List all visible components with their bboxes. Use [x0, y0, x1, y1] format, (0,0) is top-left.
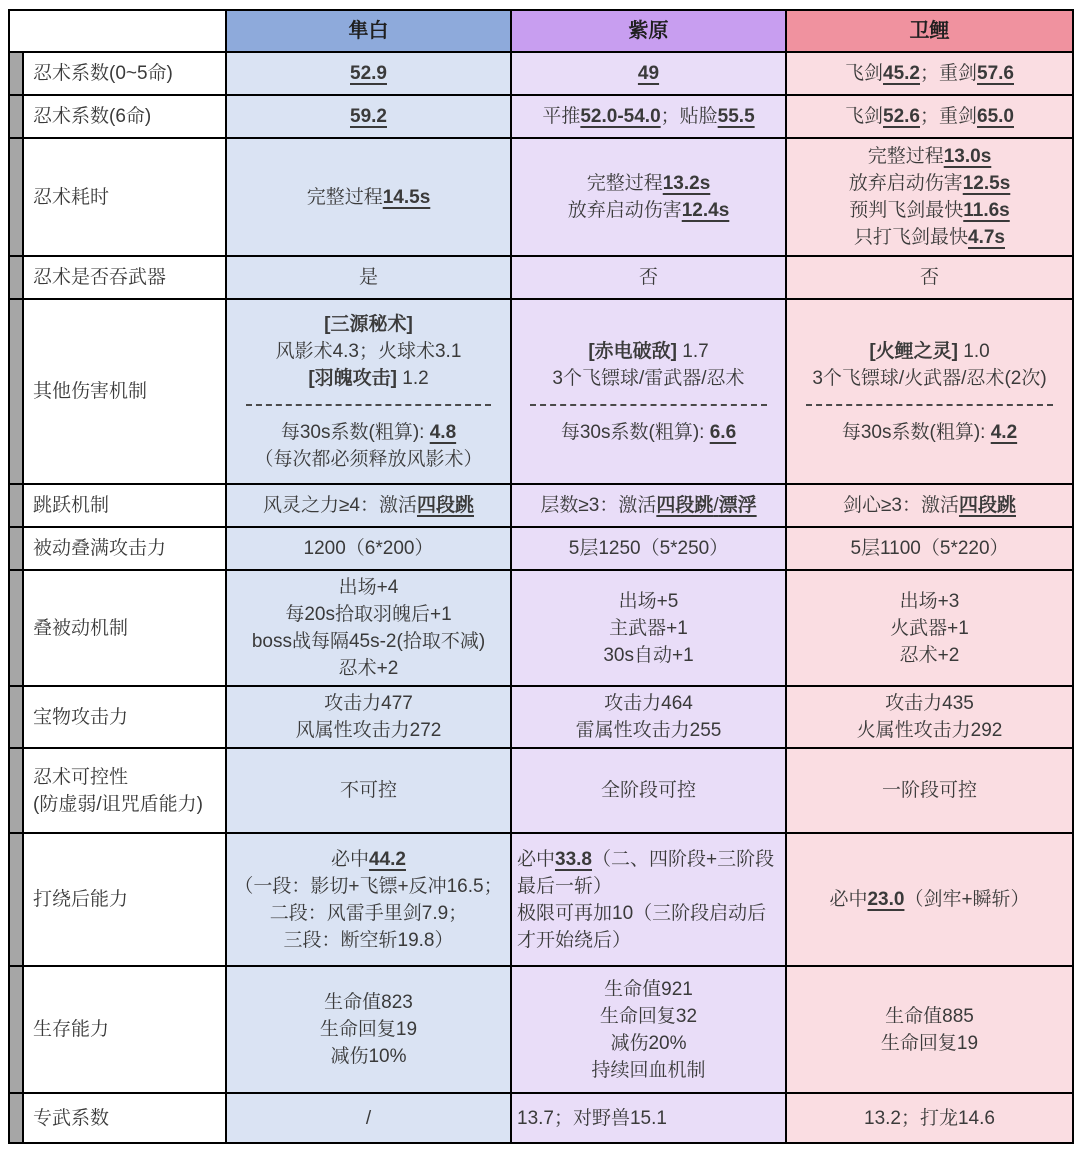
text-run: [火鲤之灵] — [869, 340, 958, 362]
row-label-line: (防虚弱/诅咒盾能力) — [33, 793, 203, 815]
cell-line — [792, 338, 1067, 365]
text-run: 每20s拾取羽魄后+1 — [285, 604, 452, 625]
text-run: [赤电破敌] — [588, 340, 677, 362]
row-label-line: 生存能力 — [33, 1019, 110, 1040]
data-cell — [226, 52, 511, 95]
cell-line — [517, 338, 780, 365]
text-run: 风属性攻击力272 — [295, 720, 442, 741]
cell-line — [232, 492, 505, 519]
text-run: 忍术+2 — [899, 644, 960, 666]
cell-line — [517, 1105, 780, 1132]
cell-line — [517, 717, 780, 744]
data-cell — [511, 299, 786, 484]
row-marker — [9, 95, 23, 138]
row-label — [23, 570, 226, 686]
cell-line — [232, 927, 505, 954]
data-cell — [226, 138, 511, 256]
text-run: 攻击力477 — [324, 693, 413, 714]
data-cell — [226, 95, 511, 138]
cell-line — [232, 535, 505, 562]
text-run: 4.8 — [429, 421, 457, 443]
text-run: 52.6 — [883, 106, 920, 127]
row-label — [23, 748, 226, 833]
cell-line — [232, 601, 505, 628]
row-marker — [9, 570, 23, 686]
text-run: 52.9 — [350, 63, 387, 84]
text-run: 不可控 — [339, 780, 397, 801]
cell-line — [232, 777, 505, 804]
text-run: （每次都必须释放风影术） — [254, 448, 483, 470]
text-run: （一段：影切+飞镖+反冲16.5； — [234, 875, 503, 897]
table-row — [9, 833, 1073, 966]
text-run: 1.2 — [396, 367, 429, 389]
text-run: 四段跳 — [958, 495, 1016, 516]
cell-line — [232, 873, 505, 900]
cell-line — [232, 989, 505, 1016]
row-label-line: 忍术耗时 — [33, 186, 110, 208]
row-label-line: 叠被动机制 — [33, 617, 129, 639]
row-label-line: 打绕后能力 — [33, 889, 129, 910]
text-run: 持续回血机制 — [591, 1059, 706, 1081]
cell-line — [792, 588, 1067, 615]
row-label — [23, 966, 226, 1093]
text-run: 三段：断空斩19.8） — [283, 929, 454, 951]
row-marker — [9, 833, 23, 966]
cell-line — [792, 60, 1067, 87]
table-row — [9, 52, 1073, 95]
text-run: 四段跳 — [656, 495, 714, 516]
cell-line — [517, 642, 780, 669]
cell-line — [517, 492, 780, 519]
cell-line — [517, 1030, 780, 1057]
data-cell — [786, 256, 1073, 299]
data-cell — [511, 686, 786, 748]
text-run: / — [365, 1107, 372, 1129]
row-label-line: 被动叠满攻击力 — [33, 538, 167, 559]
text-run: 减伤20% — [610, 1032, 687, 1054]
cell-line — [517, 615, 780, 642]
text-run: 30s自动+1 — [603, 644, 694, 666]
cell-line — [517, 264, 780, 291]
cell-line — [232, 900, 505, 927]
data-cell — [786, 1093, 1073, 1143]
table-body — [9, 52, 1073, 1143]
text-run: 每30s系数(粗算): — [560, 421, 710, 443]
cell-line — [517, 197, 780, 224]
text-run: 雷属性攻击力255 — [575, 720, 722, 741]
cell-line — [232, 655, 505, 682]
cell-line — [792, 264, 1067, 291]
text-run: 3个飞镖球/雷武器/忍术 — [552, 367, 745, 389]
cell-line — [232, 690, 505, 717]
text-run: 风影术4.3；火球术3.1 — [275, 340, 462, 362]
cell-line — [517, 846, 780, 900]
text-run: ；贴脸 — [660, 106, 718, 127]
data-cell — [786, 138, 1073, 256]
text-run: 4.7s — [968, 227, 1005, 248]
text-run: 12.4s — [681, 200, 730, 221]
cell-line — [232, 338, 505, 365]
cell-line — [232, 846, 505, 873]
text-run: 只打飞剑最快 — [854, 227, 969, 248]
text-run: （剑牢+瞬斩） — [904, 889, 1030, 910]
cell-line — [232, 717, 505, 744]
data-cell — [786, 484, 1073, 527]
text-run: 完整过程 — [867, 146, 944, 167]
row-label-line: 忍术系数(6命) — [33, 106, 152, 127]
cell-line — [792, 1105, 1067, 1132]
text-run: 攻击力435 — [885, 693, 974, 714]
text-run: 漂浮 — [718, 495, 757, 516]
data-cell — [226, 966, 511, 1093]
data-cell — [786, 686, 1073, 748]
text-run: 65.0 — [977, 106, 1014, 127]
table-row — [9, 299, 1073, 484]
text-run: 49 — [637, 63, 660, 84]
cell-line — [792, 690, 1067, 717]
text-run: ；重剑 — [920, 63, 978, 84]
row-marker — [9, 299, 23, 484]
cell-line — [517, 900, 780, 954]
row-marker — [9, 1093, 23, 1143]
cell-line — [517, 535, 780, 562]
cell-line — [792, 642, 1067, 669]
data-cell — [786, 748, 1073, 833]
text-run: 52.0-54.0 — [580, 106, 661, 127]
text-run: 生命值823 — [324, 992, 413, 1013]
row-marker — [9, 748, 23, 833]
table-row — [9, 748, 1073, 833]
cell-line — [792, 615, 1067, 642]
data-cell — [786, 570, 1073, 686]
divider-rule — [246, 404, 492, 406]
row-label — [23, 95, 226, 138]
text-run: 二段：风雷手里剑7.9； — [269, 902, 468, 924]
text-run: 23.0 — [867, 889, 905, 910]
cell-line — [517, 1003, 780, 1030]
row-label-line: 专武系数 — [33, 1107, 110, 1129]
cell-line — [232, 1043, 505, 1070]
row-label-line: 忍术是否吞武器 — [33, 267, 167, 288]
cell-line — [517, 103, 780, 130]
cell-line — [232, 103, 505, 130]
data-cell — [226, 256, 511, 299]
text-run: 一阶段可控 — [881, 780, 977, 801]
cell-line — [517, 419, 780, 446]
text-run: 6.6 — [709, 421, 737, 443]
table-row — [9, 484, 1073, 527]
divider-line — [792, 392, 1067, 419]
text-run: 全阶段可控 — [600, 780, 696, 801]
data-cell — [226, 1093, 511, 1143]
text-run: 飞剑 — [845, 63, 884, 84]
cell-line — [792, 492, 1067, 519]
cell-line — [232, 446, 505, 473]
text-run: 45.2 — [883, 63, 920, 84]
row-marker — [9, 484, 23, 527]
text-run: 必中 — [331, 848, 370, 870]
data-cell — [511, 570, 786, 686]
text-run: 11.6s — [963, 200, 1010, 221]
text-run: 14.5s — [382, 186, 431, 208]
text-run: 生命回复32 — [599, 1005, 698, 1027]
row-marker — [9, 138, 23, 256]
data-cell — [511, 484, 786, 527]
table-row — [9, 95, 1073, 138]
row-label-line: 跳跃机制 — [33, 495, 110, 516]
cell-line — [792, 224, 1067, 251]
text-run: 3个飞镖球/火武器/忍术(2次) — [812, 367, 1047, 389]
cell-line — [792, 143, 1067, 170]
text-run: 必中 — [517, 848, 556, 870]
cell-line — [792, 365, 1067, 392]
text-run: 5层1100（5*220） — [850, 538, 1009, 559]
row-label — [23, 256, 226, 299]
cell-line — [792, 419, 1067, 446]
table-row — [9, 1093, 1073, 1143]
row-marker — [9, 256, 23, 299]
comparison-table — [8, 9, 1074, 1144]
text-run: 44.2 — [369, 848, 406, 870]
row-label — [23, 1093, 226, 1143]
data-cell — [511, 833, 786, 966]
text-run: 否 — [638, 267, 658, 288]
cell-line — [517, 1057, 780, 1084]
row-label — [23, 299, 226, 484]
table-row — [9, 966, 1073, 1093]
text-run: 否 — [919, 267, 939, 288]
row-label — [23, 527, 226, 570]
row-label-line: 宝物攻击力 — [33, 706, 129, 728]
cell-line — [232, 1105, 505, 1132]
text-run: 必中 — [829, 889, 868, 910]
cell-line — [792, 777, 1067, 804]
text-run: / — [713, 495, 719, 516]
data-cell — [226, 299, 511, 484]
text-run: 5层1250（5*250） — [568, 538, 729, 559]
text-run: 放弃启动伤害 — [567, 200, 682, 221]
row-label-line: 忍术可控性 — [33, 766, 129, 788]
row-label-line: 忍术系数(0~5命) — [33, 63, 173, 84]
data-cell — [786, 527, 1073, 570]
data-cell — [226, 527, 511, 570]
text-run: 生命值885 — [885, 1005, 974, 1027]
data-cell — [226, 686, 511, 748]
row-marker — [9, 527, 23, 570]
divider-line — [517, 392, 780, 419]
data-cell — [786, 966, 1073, 1093]
cell-line — [517, 690, 780, 717]
text-run: 55.5 — [717, 106, 755, 127]
text-run: 57.6 — [977, 63, 1014, 84]
data-cell — [511, 95, 786, 138]
text-run: [羽魄攻击] — [308, 367, 397, 389]
cell-line — [792, 197, 1067, 224]
table-row — [9, 256, 1073, 299]
header-row — [9, 10, 1073, 52]
data-cell — [786, 52, 1073, 95]
data-cell — [226, 570, 511, 686]
text-run: （二、四阶段+三阶段最后一斩） — [517, 848, 775, 897]
text-run: 预判飞剑最快 — [849, 200, 964, 221]
data-cell — [511, 52, 786, 95]
divider-rule — [806, 404, 1054, 406]
cell-line — [232, 628, 505, 655]
cell-line — [232, 1016, 505, 1043]
row-label — [23, 686, 226, 748]
divider-line — [232, 392, 505, 419]
cell-line — [792, 1003, 1067, 1030]
row-label — [23, 138, 226, 256]
cell-line — [232, 184, 505, 211]
data-cell — [786, 95, 1073, 138]
data-cell — [226, 484, 511, 527]
text-run: 平推 — [542, 106, 581, 127]
text-run: 出场+4 — [338, 577, 399, 598]
cell-line — [232, 311, 505, 338]
data-cell — [511, 138, 786, 256]
text-run: 极限可再加10（三阶段启动后才开始绕后） — [517, 902, 767, 951]
text-run: 攻击力464 — [604, 693, 693, 714]
text-run: 1200（6*200） — [303, 538, 434, 559]
column-header-junbai: 隼白 — [226, 10, 511, 52]
text-run: 火属性攻击力292 — [856, 720, 1003, 741]
cell-line — [517, 777, 780, 804]
text-run: 放弃启动伤害 — [848, 173, 963, 194]
cell-line — [232, 574, 505, 601]
text-run: 1.7 — [676, 340, 709, 362]
text-run: 59.2 — [350, 106, 387, 127]
text-run: boss战每隔45s-2(拾取不减) — [251, 631, 486, 652]
text-run: 忍术+2 — [338, 658, 399, 679]
data-cell — [511, 966, 786, 1093]
text-run: 4.2 — [990, 421, 1018, 443]
table-row — [9, 686, 1073, 748]
divider-rule — [530, 404, 767, 406]
cell-line — [792, 103, 1067, 130]
text-run: 33.8 — [555, 848, 592, 870]
text-run: 减伤10% — [330, 1046, 407, 1067]
text-run: 出场+3 — [899, 590, 960, 612]
text-run: 每30s系数(粗算): — [841, 421, 991, 443]
data-cell — [786, 299, 1073, 484]
text-run: 每30s系数(粗算): — [280, 421, 430, 443]
text-run: 13.2s — [662, 173, 711, 194]
text-run: 13.2；打龙14.6 — [864, 1107, 995, 1129]
text-run: 飞剑 — [845, 106, 884, 127]
table-row — [9, 138, 1073, 256]
text-run: 四段跳 — [416, 495, 474, 516]
row-label — [23, 833, 226, 966]
cell-line — [792, 886, 1067, 913]
text-run: 主武器+1 — [609, 617, 688, 639]
row-marker — [9, 52, 23, 95]
table-row — [9, 527, 1073, 570]
text-run: 13.0s — [943, 146, 992, 167]
cell-line — [792, 1030, 1067, 1057]
column-header-weili: 卫鲤 — [786, 10, 1073, 52]
text-run: 13.7；对野兽15.1 — [517, 1107, 667, 1129]
table-row — [9, 570, 1073, 686]
row-marker — [9, 686, 23, 748]
data-cell — [511, 256, 786, 299]
cell-line — [517, 976, 780, 1003]
text-run: 剑心≥3：激活 — [842, 495, 959, 516]
row-marker — [9, 966, 23, 1093]
text-run: ；重剑 — [920, 106, 978, 127]
cell-line — [517, 365, 780, 392]
corner-cell — [9, 10, 226, 52]
row-label-line: 其他伤害机制 — [33, 381, 148, 402]
text-run: 12.5s — [962, 173, 1011, 194]
text-run: 完整过程 — [306, 186, 383, 208]
text-run: 1.0 — [957, 340, 990, 362]
cell-line — [517, 60, 780, 87]
data-cell — [511, 527, 786, 570]
cell-line — [792, 717, 1067, 744]
cell-line — [232, 419, 505, 446]
text-run: [三源秘术] — [324, 313, 413, 335]
cell-line — [517, 170, 780, 197]
text-run: 是 — [358, 267, 378, 288]
text-run: 火武器+1 — [890, 617, 969, 639]
text-run: 生命值921 — [604, 978, 693, 1000]
text-run: 风灵之力≥4：激活 — [262, 495, 417, 516]
text-run: 生命回复19 — [319, 1019, 418, 1040]
data-cell — [786, 833, 1073, 966]
cell-line — [232, 365, 505, 392]
cell-line — [792, 170, 1067, 197]
data-cell — [226, 833, 511, 966]
row-label — [23, 484, 226, 527]
cell-line — [232, 264, 505, 291]
cell-line — [232, 60, 505, 87]
cell-line — [792, 535, 1067, 562]
text-run: 出场+5 — [618, 590, 679, 612]
text-run: 生命回复19 — [880, 1032, 979, 1054]
data-cell — [511, 1093, 786, 1143]
column-header-ziyuan: 紫原 — [511, 10, 786, 52]
text-run: 完整过程 — [586, 173, 663, 194]
text-run: 层数≥3：激活 — [540, 495, 657, 516]
data-cell — [511, 748, 786, 833]
row-label — [23, 52, 226, 95]
data-cell — [226, 748, 511, 833]
cell-line — [517, 588, 780, 615]
